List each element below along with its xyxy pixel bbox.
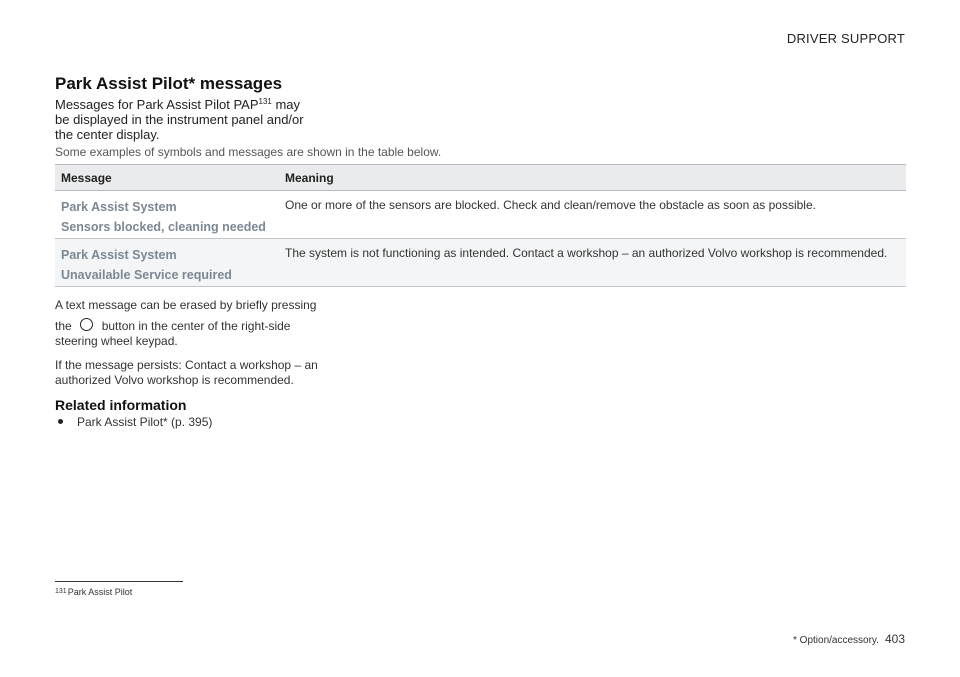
- table-row: [55, 239, 906, 287]
- page-footer: [793, 632, 905, 646]
- circle-button-icon: [80, 318, 93, 331]
- message-detail: Unavailable Service required: [61, 268, 232, 282]
- erase-instruction: [55, 298, 330, 349]
- meaning-cell: One or more of the sensors are blocked. Check and clean/remove the obstacle as soon as possible.: [279, 191, 906, 239]
- related-list: [55, 415, 212, 429]
- footnote-ref[interactable]: 131: [258, 97, 272, 106]
- intro-text-end: may be displayed in the instrument panel and/or the center display.: [55, 97, 304, 142]
- section-header: DRIVER SUPPORT: [786, 31, 905, 46]
- messages-table: [55, 164, 906, 287]
- option-note: * Option/accessory.: [793, 635, 879, 646]
- footnote-number: 131: [55, 588, 67, 595]
- erase-text-3: button in the center of the right-side steering wheel keypad.: [55, 319, 291, 348]
- message-detail: Sensors blocked, cleaning needed: [61, 220, 266, 234]
- page-title: Park Assist Pilot* messages: [55, 74, 283, 93]
- bullet-icon: [58, 419, 63, 424]
- meaning-cell: The system is not functioning as intended. Contact a workshop – an authorized Volvo workshop is recommended.: [279, 239, 906, 287]
- related-link-text[interactable]: Park Assist Pilot* (p. 395): [77, 415, 213, 429]
- message-title: Park Assist System: [61, 248, 177, 262]
- message-title: Park Assist System: [61, 200, 177, 214]
- erase-text-1: A text message can be erased by briefly pressing: [55, 298, 317, 312]
- footnote: [55, 587, 132, 597]
- related-heading: Related information: [55, 397, 187, 413]
- table-row: [55, 191, 906, 239]
- page-number: 403: [884, 632, 905, 646]
- table-caption: Some examples of symbols and messages are shown in the table below.: [55, 145, 442, 159]
- erase-text-2: the: [55, 319, 72, 333]
- persist-instruction: If the message persists: Contact a workshop – an authorized Volvo workshop is recommended.: [55, 358, 318, 387]
- message-cell: [55, 239, 279, 287]
- footnote-text: Park Assist Pilot: [67, 587, 133, 597]
- intro-paragraph: [55, 97, 317, 142]
- message-cell: [55, 191, 279, 239]
- table-header-row: [55, 165, 906, 191]
- header-message: Message: [55, 165, 279, 191]
- related-link[interactable]: [55, 415, 212, 429]
- footnote-divider: [55, 581, 183, 582]
- intro-text: Messages for Park Assist Pilot PAP: [55, 97, 259, 112]
- header-meaning: Meaning: [279, 165, 906, 191]
